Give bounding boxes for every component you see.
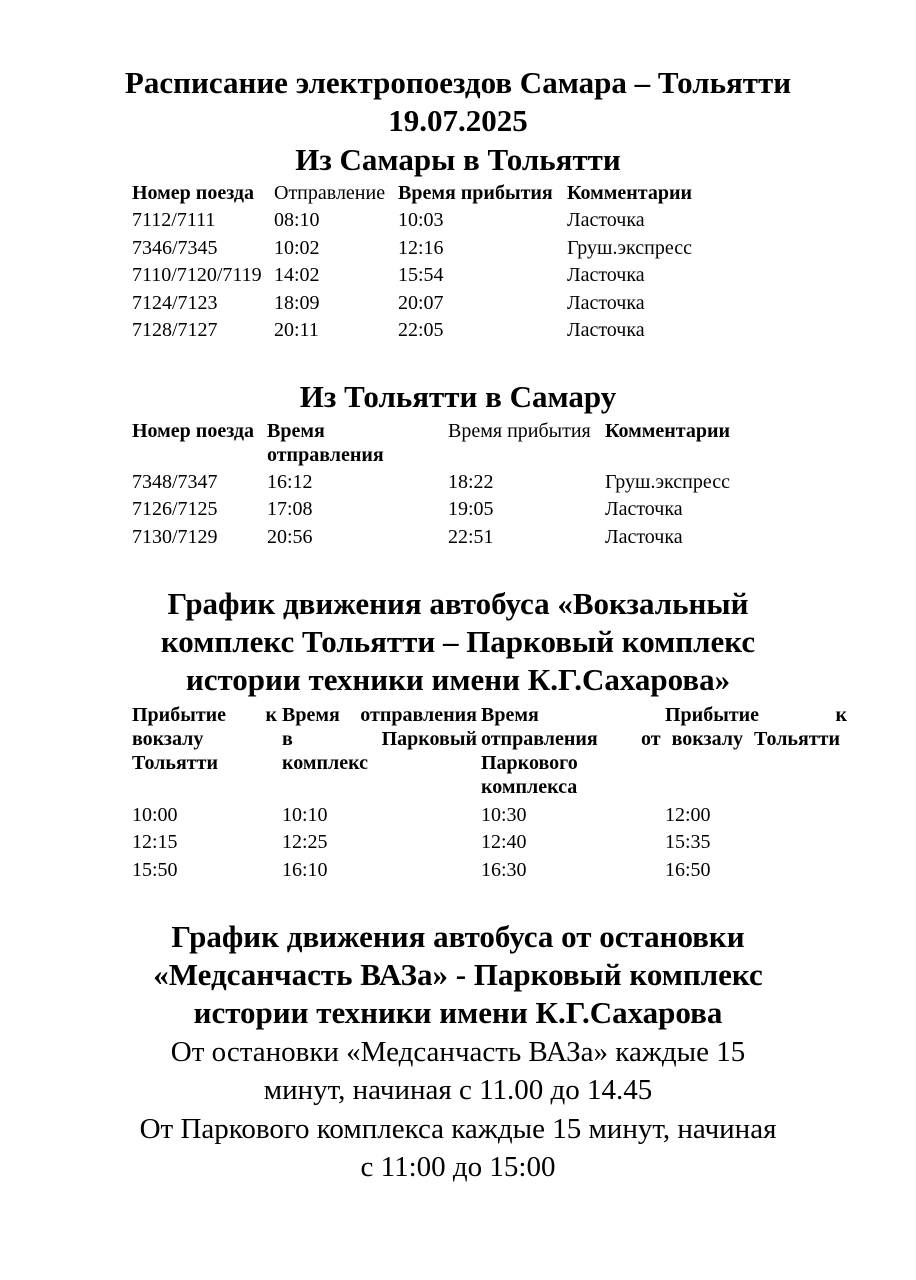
table-cell: 16:50 xyxy=(665,859,711,881)
header-comments: Комментарии xyxy=(605,420,731,442)
table-cell: 16:10 xyxy=(282,859,328,881)
table-cell: 17:08 xyxy=(267,498,313,520)
table-cell: 7126/7125 xyxy=(132,498,218,520)
header-arrival-tolyatti: от вокзалу Тольятти xyxy=(641,728,840,750)
table-cell: 10:30 xyxy=(481,804,527,826)
bus2-text-line2: минут, начиная с 11.00 до 14.45 xyxy=(263,1074,653,1106)
table-cell: Ласточка xyxy=(567,209,645,231)
table-cell: 7110/7120/7119 xyxy=(132,264,262,286)
table-cell: 7128/7127 xyxy=(132,319,218,341)
header-departure: Отправление xyxy=(274,182,386,204)
table-cell: 18:09 xyxy=(274,292,320,314)
header-departure-from-park: отправления xyxy=(481,728,598,750)
bus2-heading-line1: График движения автобуса от остановки xyxy=(171,919,745,954)
bus2-heading-line2: «Медсанчасть ВАЗа» - Парковый комплекс xyxy=(153,957,763,992)
header-arrival-station: вокзалу xyxy=(132,728,204,750)
bus2-heading-line3: истории техники имени К.Г.Сахарова xyxy=(193,995,723,1030)
header-train-number: Номер поезда xyxy=(132,182,254,204)
header-arrival-tolyatti: Прибытие к xyxy=(665,704,847,726)
header-departure-to-park: в Парковый xyxy=(282,728,477,750)
table-cell: 16:30 xyxy=(481,859,527,881)
table-cell: 18:22 xyxy=(448,471,494,493)
table-cell: 7124/7123 xyxy=(132,292,218,314)
bus1-heading-line3: истории техники имени К.Г.Сахарова» xyxy=(185,662,731,697)
table-cell: 20:07 xyxy=(398,292,444,314)
table-cell: 12:16 xyxy=(398,237,444,259)
table-cell: Груш.экспресс xyxy=(605,471,730,493)
header-train-number: Номер поезда xyxy=(132,420,254,442)
header-arrival-station: Тольятти xyxy=(132,752,218,774)
table-cell: 12:40 xyxy=(481,831,527,853)
header-departure-to-park: Время отправления xyxy=(282,704,477,726)
table-cell: 20:11 xyxy=(274,319,319,341)
table-cell: Груш.экспресс xyxy=(567,237,692,259)
table-cell: 10:10 xyxy=(282,804,328,826)
header-departure-to-park: комплекс xyxy=(282,752,369,774)
page-title: Расписание электропоездов Самара – Тольятти xyxy=(124,65,792,100)
header-arrival-station: Прибытие к xyxy=(132,704,277,726)
header-departure-from-park: Паркового xyxy=(481,752,578,774)
table-cell: 10:00 xyxy=(132,804,178,826)
table-cell: 22:51 xyxy=(448,526,494,548)
table-cell: 15:35 xyxy=(665,831,711,853)
table-cell: 12:15 xyxy=(132,831,178,853)
table-cell: Ласточка xyxy=(605,526,683,548)
bus2-text-line1: От остановки «Медсанчасть ВАЗа» каждые 15 xyxy=(170,1036,746,1068)
table-cell: Ласточка xyxy=(567,319,645,341)
table-cell: 15:54 xyxy=(398,264,444,286)
header-departure-from-park: комплекса xyxy=(481,776,578,798)
table-cell: 12:25 xyxy=(282,831,328,853)
section-heading-to-tolyatti: Из Самары в Тольятти xyxy=(295,142,621,177)
table-cell: 10:02 xyxy=(274,237,320,259)
table-cell: Ласточка xyxy=(567,292,645,314)
bus2-text-line4: с 11:00 до 15:00 xyxy=(360,1151,556,1183)
table-cell: 7346/7345 xyxy=(132,237,218,259)
header-departure-from-park: Время xyxy=(481,704,539,726)
bus1-heading-line2: комплекс Тольятти – Парковый комплекс xyxy=(160,624,756,659)
header-arrival: Время прибытия xyxy=(448,420,591,442)
section-heading-to-samara: Из Тольятти в Самару xyxy=(299,379,617,414)
bus1-heading-line1: График движения автобуса «Вокзальный xyxy=(167,586,749,621)
header-departure-time: Время xyxy=(267,420,325,442)
table-cell: 08:10 xyxy=(274,209,320,231)
schedule-date: 19.07.2025 xyxy=(388,103,528,138)
header-arrival: Время прибытия xyxy=(398,182,553,204)
table-cell: 10:03 xyxy=(398,209,444,231)
header-comments: Комментарии xyxy=(567,182,693,204)
bus2-text-line3: От Паркового комплекса каждые 15 минут, начиная xyxy=(139,1113,777,1145)
table-cell: 22:05 xyxy=(398,319,444,341)
table-cell: 12:00 xyxy=(665,804,711,826)
table-cell: Ласточка xyxy=(567,264,645,286)
table-cell: 15:50 xyxy=(132,859,178,881)
table-cell: Ласточка xyxy=(605,498,683,520)
table-cell: 20:56 xyxy=(267,526,313,548)
table-cell: 7112/7111 xyxy=(132,209,216,231)
table-cell: 7130/7129 xyxy=(132,526,218,548)
header-departure-word: отправления xyxy=(267,444,384,466)
table-cell: 7348/7347 xyxy=(132,471,218,493)
table-cell: 14:02 xyxy=(274,264,320,286)
table-cell: 16:12 xyxy=(267,471,313,493)
table-cell: 19:05 xyxy=(448,498,494,520)
